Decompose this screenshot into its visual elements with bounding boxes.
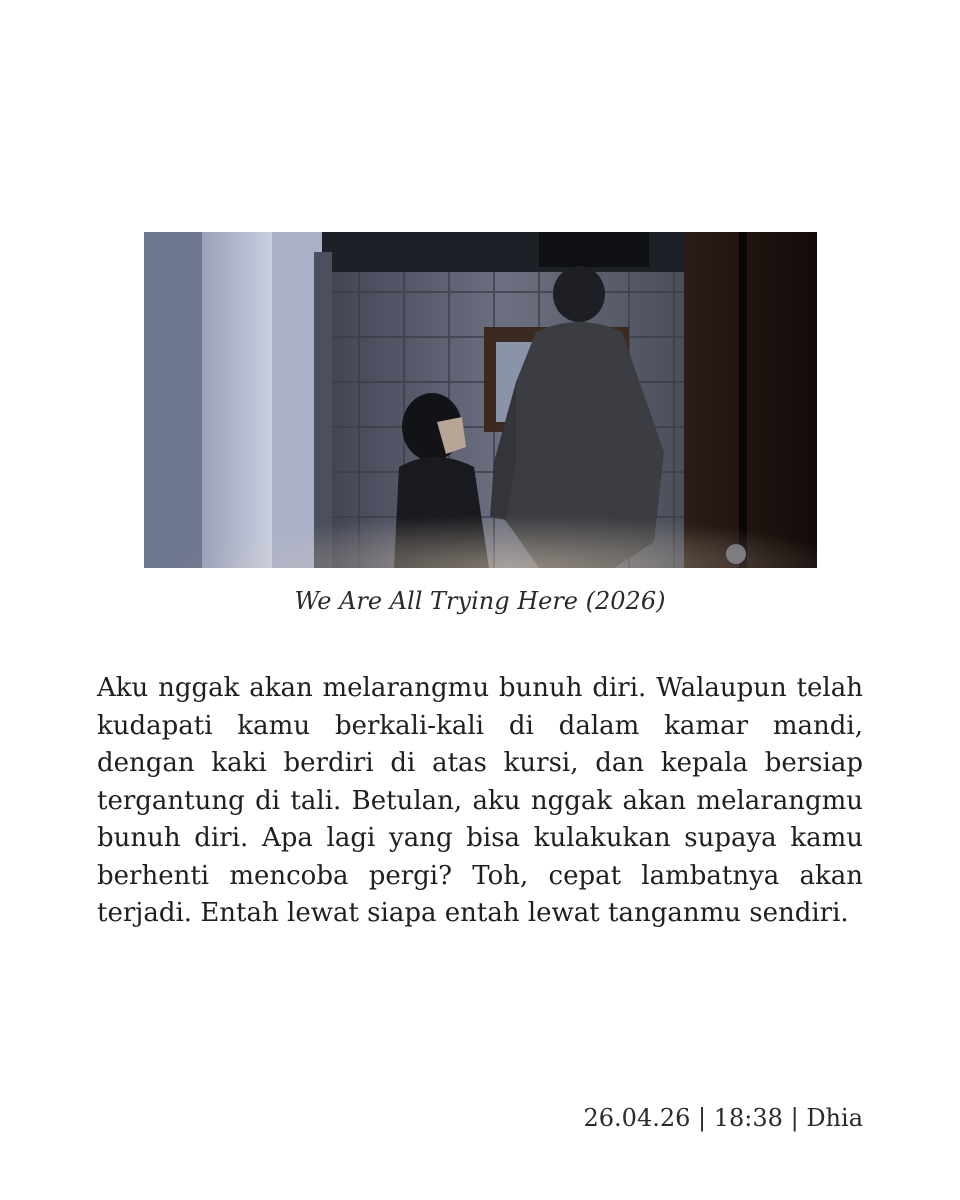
image-caption: We Are All Trying Here (2026) — [294, 587, 666, 615]
footer-date: 26.04.26 — [583, 1104, 691, 1132]
footer-author: Dhia — [806, 1104, 863, 1132]
footer-signature — [584, 1102, 863, 1134]
body-paragraph: Aku nggak akan melarangmu bunuh diri. Walaupun telah kudapati kamu berkali-kali di dalam kamar mandi, dengan kaki berdiri di atas kursi, dan kepala bersiap tergantung di tali. Betulan, aku nggak akan melarangmu bunuh diri. Apa lagi yang bisa kulakukan supaya kamu berhenti mencoba pergi? Toh, cepat lambatnya akan terjadi. Entah lewat siapa entah lewat tanganmu sendiri. — [97, 673, 863, 928]
footer-time: 18:38 — [713, 1104, 783, 1132]
film-still-image — [144, 232, 817, 568]
footer-separator-2: | — [790, 1104, 799, 1132]
film-still-scene — [144, 232, 817, 568]
footer-separator: | — [698, 1104, 707, 1132]
